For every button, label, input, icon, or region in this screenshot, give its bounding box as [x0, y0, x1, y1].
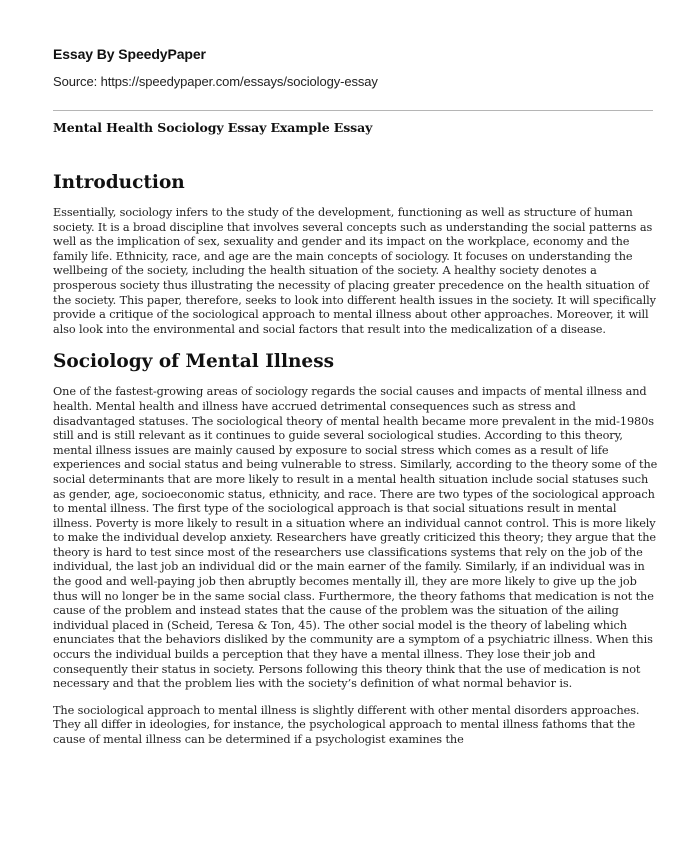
paragraph: One of the fastest-growing areas of sociology regards the social causes and impacts of mental illness and health. Mental health and illness have accrued detrimental consequences such as stress and disadvantaged statuses. The sociological theory of mental health became more prevalent in the mid-1980s still and is still relevant as it continues to guide several sociological studies. According to this theory, mental illness issues are mainly caused by exposure to social stress which comes as a result of life experiences and social status and being vulnerable to stress. Similarly, according to the theory some of the social determinants that are more likely to result in a mental health situation include social statuses such as gender, age, socioeconomic status, ethnicity, and race. There are two types of the sociological approach to mental illness. The first type of the sociological approach is that social situations result in mental illness. Poverty is more likely to result in a situation where an individual cannot control. This is more likely to make the individual develop anxiety. Researchers have greatly criticized this theory; they argue that the theory is hard to test since most of the researchers use classifications systems that rely on the job of the individual, the last job an individual did or the main earner of the family. Similarly, if an individual was in the good and well-paying job then abruptly becomes mentally ill, they are more likely to give up the job thus will no longer be in the same social class. Furthermore, the theory fathoms that medication is not the cause of the problem and instead states that the cause of the problem was the situation of the ailing individual placed in (Scheid, Teresa & Ton, 45). The other social model is the theory of labeling which enunciates that the behaviors disliked by the community are a symptom of a psychiatric illness. When this occurs the individual builds a perception that they have a mental illness. They lose their job and consequently their status in society. Persons following this theory think that the use of medication is not necessary and that the problem lies with the society’s definition of what normal behavior is. [53, 385, 658, 691]
brand-label: Essay By SpeedyPaper [53, 46, 206, 62]
source-line: Source: https://speedypaper.com/essays/sociology-essay [53, 74, 378, 89]
paragraph: Essentially, sociology infers to the study of the development, functioning as well as structure of human society. It is a broad discipline that involves several concepts such as understanding the social patterns as well as the implication of sex, sexuality and gender and its impact on the workplace, economy and the family life. Ethnicity, race, and age are the main concepts of sociology. It focuses on understanding the wellbeing of the society, including the health situation of the society. A healthy society denotes a prosperous society thus illustrating the necessity of placing greater precedence on the health situation of the society. This paper, therefore, seeks to look into different health issues in the society. It will specifically provide a critique of the sociological approach to mental illness about other approaches. Moreover, it will also look into the environmental and social factors that result into the medicalization of a disease. [53, 206, 656, 336]
section-heading: Introduction [53, 172, 185, 193]
paragraph: The sociological approach to mental illness is slightly different with other mental disorders approaches. They all differ in ideologies, for instance, the psychological approach to mental illness fathoms that the cause of mental illness can be determined if a psychologist examines the [53, 703, 640, 746]
document-header [53, 46, 653, 90]
document-title: Mental Health Sociology Essay Example Essay [53, 120, 373, 135]
section-introduction [53, 170, 658, 337]
section-sociology-of-mental-illness [53, 349, 658, 747]
section-heading: Sociology of Mental Illness [53, 351, 335, 373]
essay-body [53, 170, 658, 760]
header-divider [53, 110, 653, 111]
